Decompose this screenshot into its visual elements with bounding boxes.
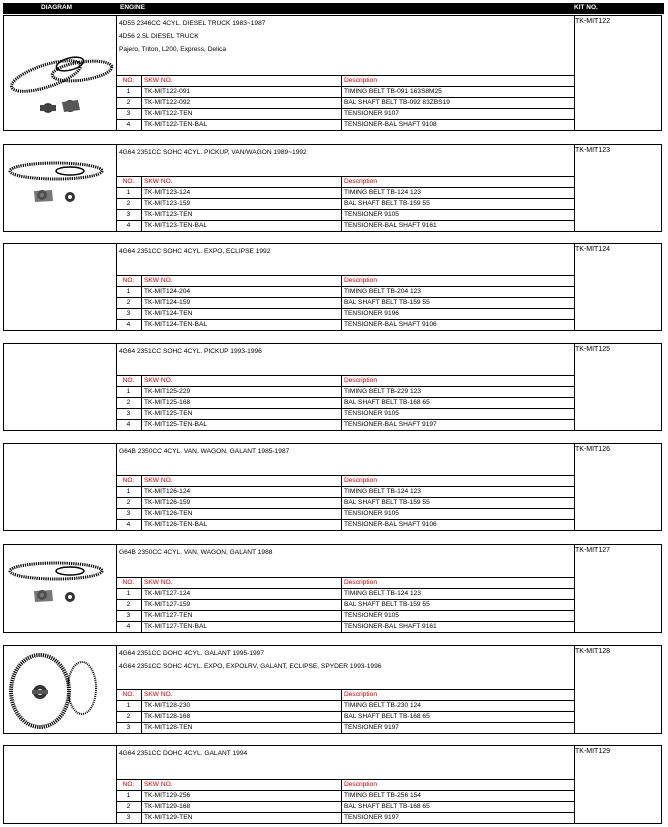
col-skw: SKW NO.: [142, 276, 342, 287]
engine-description: [116, 244, 574, 258]
item-desc: BAL SHAFT BELT TB-159 55: [342, 600, 575, 611]
col-no: NO.: [116, 578, 142, 589]
col-desc: Description: [342, 276, 575, 287]
item-no: 3: [116, 813, 142, 824]
engine-line: 4D55 2346CC 4CYL. DIESEL TRUCK 1983~1987: [119, 20, 266, 27]
table-row: [116, 109, 574, 120]
col-skw: SKW NO.: [142, 578, 342, 589]
col-skw: SKW NO.: [142, 780, 342, 791]
item-skw: TK-MIT124-159: [142, 298, 342, 309]
items-header-row: [116, 376, 574, 387]
table-row: [116, 723, 574, 734]
engine-line: Pajero, Triton, L200, Express, Delica: [119, 46, 227, 53]
item-desc: BAL SHAFT BELT TB-168 65: [342, 802, 575, 813]
engine-line: 4G64 2351CC DOHC 4CYL. GALANT 1994: [119, 750, 248, 757]
header-kit-no: KIT NO.: [574, 4, 598, 11]
item-desc: TIMING BELT TB-124 123: [342, 589, 575, 600]
item-no: 3: [116, 723, 142, 734]
parts-table: [116, 275, 574, 331]
item-no: 4: [116, 120, 142, 131]
col-no: NO.: [116, 780, 142, 791]
col-skw: SKW NO.: [142, 690, 342, 701]
item-no: 1: [116, 701, 142, 712]
kit-block: [3, 645, 662, 734]
table-row: [116, 791, 574, 802]
items-header-row: [116, 476, 574, 487]
diagram-cell: [4, 746, 117, 823]
timing-belt-diagram: [4, 646, 116, 736]
item-no: 2: [116, 98, 142, 109]
item-no: 1: [116, 287, 142, 298]
item-no: 1: [116, 87, 142, 98]
item-desc: TENSIONER-BAL SHAFT 9106: [342, 520, 575, 531]
col-desc: Description: [342, 177, 575, 188]
table-row: [116, 398, 574, 409]
parts-table: [116, 375, 574, 431]
item-no: 2: [116, 712, 142, 723]
table-row: [116, 487, 574, 498]
item-desc: TENSIONER 9197: [342, 723, 575, 734]
item-skw: TK-MIT129-256: [142, 791, 342, 802]
table-row: [116, 622, 574, 633]
table-row: [116, 309, 574, 320]
timing-belt-diagram: [4, 16, 116, 126]
item-no: 1: [116, 188, 142, 199]
diagram-cell: [4, 145, 117, 231]
item-no: 3: [116, 210, 142, 221]
kit-block: [3, 343, 662, 431]
col-skw: SKW NO.: [142, 476, 342, 487]
engine-description: [116, 444, 574, 458]
item-skw: TK-MIT125-TEN-BAL: [142, 420, 342, 431]
item-desc: TENSIONER-BAL SHAFT 9106: [342, 320, 575, 331]
item-no: 2: [116, 600, 142, 611]
diagram-cell: [4, 344, 117, 430]
kit-number: TK-MIT122: [575, 18, 611, 25]
item-skw: TK-MIT122-091: [142, 87, 342, 98]
engine-line: 4D56 2.5L DIESEL TRUCK: [119, 33, 199, 40]
col-desc: Description: [342, 376, 575, 387]
item-desc: TENSIONER 9105: [342, 509, 575, 520]
item-desc: TENSIONER 9105: [342, 409, 575, 420]
item-skw: TK-MIT124-204: [142, 287, 342, 298]
engine-line: 4G64 2351CC DOHC 4CYL. GALANT 1995-1997: [119, 650, 265, 657]
engine-line: 4G64 2351CC SOHC 4CYL. EXPO, ECLIPSE 1992: [119, 248, 271, 255]
item-desc: TENSIONER-BAL SHAFT 9161: [342, 221, 575, 232]
engine-description: [116, 746, 574, 760]
item-no: 3: [116, 109, 142, 120]
item-no: 1: [116, 791, 142, 802]
header-engine: ENGINE: [120, 4, 145, 11]
item-desc: TIMING BELT TB-124 123: [342, 487, 575, 498]
col-desc: Description: [342, 76, 575, 87]
col-skw: SKW NO.: [142, 76, 342, 87]
table-row: [116, 802, 574, 813]
parts-table: [116, 779, 574, 824]
item-desc: TENSIONER 9107: [342, 109, 575, 120]
kit-number: TK-MIT125: [575, 346, 611, 353]
item-desc: TIMING BELT TB-229 123: [342, 387, 575, 398]
col-no: NO.: [116, 476, 142, 487]
engine-cell: [116, 444, 575, 530]
table-row: [116, 320, 574, 331]
item-desc: BAL SHAFT BELT TB-092 83ZBS19: [342, 98, 575, 109]
item-skw: TK-MIT123-159: [142, 199, 342, 210]
item-skw: TK-MIT122-092: [142, 98, 342, 109]
item-skw: TK-MIT123-124: [142, 188, 342, 199]
item-no: 4: [116, 622, 142, 633]
timing-belt-diagram: [4, 145, 116, 215]
item-desc: BAL SHAFT BELT TB-159 55: [342, 498, 575, 509]
engine-description: [116, 145, 574, 159]
table-row: [116, 509, 574, 520]
table-row: [116, 298, 574, 309]
engine-line: 4G64 2351CC SOHC 4CYL. PICKUP 1993-1996: [119, 348, 262, 355]
item-skw: TK-MIT128-168: [142, 712, 342, 723]
item-no: 3: [116, 611, 142, 622]
item-desc: TENSIONER 9105: [342, 611, 575, 622]
diagram-cell: [4, 244, 117, 330]
items-header-row: [116, 780, 574, 791]
item-desc: BAL SHAFT BELT TB-159 55: [342, 199, 575, 210]
col-no: NO.: [116, 76, 142, 87]
item-no: 2: [116, 298, 142, 309]
diagram-cell: [4, 646, 117, 733]
table-row: [116, 199, 574, 210]
item-desc: TENSIONER 9105: [342, 210, 575, 221]
col-desc: Description: [342, 780, 575, 791]
engine-description: [116, 646, 574, 673]
kit-number: TK-MIT123: [575, 147, 611, 154]
item-desc: BAL SHAFT BELT TB-159 55: [342, 298, 575, 309]
col-desc: Description: [342, 690, 575, 701]
col-skw: SKW NO.: [142, 376, 342, 387]
kit-block: [3, 243, 662, 331]
kit-number: TK-MIT127: [575, 547, 611, 554]
item-desc: TIMING BELT TB-124 123: [342, 188, 575, 199]
kit-number: TK-MIT128: [575, 648, 611, 655]
item-skw: TK-MIT127-TEN: [142, 611, 342, 622]
parts-table: [116, 75, 574, 131]
table-row: [116, 188, 574, 199]
engine-line: G64B 2350CC 4CYL. VAN, WAGON, GALANT 1988: [119, 549, 273, 556]
diagram-cell: [4, 545, 117, 632]
item-no: 2: [116, 498, 142, 509]
item-desc: TENSIONER-BAL SHAFT 9108: [342, 120, 575, 131]
item-desc: TIMING BELT TB-091 163S8M25: [342, 87, 575, 98]
item-no: 1: [116, 387, 142, 398]
engine-cell: [116, 646, 575, 733]
item-desc: TENSIONER 9197: [342, 813, 575, 824]
engine-cell: [116, 244, 575, 330]
item-skw: TK-MIT127-TEN-BAL: [142, 622, 342, 633]
item-skw: TK-MIT127-124: [142, 589, 342, 600]
parts-table: [116, 689, 574, 734]
engine-description: [116, 344, 574, 358]
col-desc: Description: [342, 476, 575, 487]
item-no: 3: [116, 409, 142, 420]
table-row: [116, 221, 574, 232]
item-no: 4: [116, 520, 142, 531]
item-desc: TIMING BELT TB-204 123: [342, 287, 575, 298]
item-no: 2: [116, 802, 142, 813]
col-no: NO.: [116, 690, 142, 701]
kit-number: TK-MIT129: [575, 748, 611, 755]
col-no: NO.: [116, 276, 142, 287]
timing-belt-diagram: [4, 545, 116, 615]
table-row: [116, 600, 574, 611]
item-desc: TENSIONER 9196: [342, 309, 575, 320]
table-row: [116, 589, 574, 600]
engine-line: 4G64 2351CC SOHC 4CYL. EXPO, EXPOLRV, GALANT, ECLIPSE, SPYDER 1993-1996: [119, 663, 382, 670]
item-no: 1: [116, 487, 142, 498]
items-header-row: [116, 578, 574, 589]
item-no: 2: [116, 199, 142, 210]
table-row: [116, 98, 574, 109]
table-row: [116, 210, 574, 221]
kit-number: TK-MIT126: [575, 446, 611, 453]
header-diagram: DIAGRAM: [41, 4, 73, 11]
item-desc: BAL SHAFT BELT TB-168 65: [342, 712, 575, 723]
item-no: 4: [116, 420, 142, 431]
table-row: [116, 387, 574, 398]
item-no: 1: [116, 589, 142, 600]
item-no: 3: [116, 309, 142, 320]
item-desc: TIMING BELT TB-230 124: [342, 701, 575, 712]
item-no: 4: [116, 221, 142, 232]
table-row: [116, 498, 574, 509]
item-skw: TK-MIT128-TEN: [142, 723, 342, 734]
item-desc: BAL SHAFT BELT TB-168 65: [342, 398, 575, 409]
table-row: [116, 701, 574, 712]
item-skw: TK-MIT126-TEN: [142, 509, 342, 520]
item-skw: TK-MIT126-124: [142, 487, 342, 498]
engine-line: 4G64 2351CC SOHC 4CYL. PICKUP, VAN/WAGON 1989~1992: [119, 149, 307, 156]
item-skw: TK-MIT122-TEN: [142, 109, 342, 120]
parts-table: [116, 176, 574, 232]
kit-block: [3, 144, 662, 232]
table-row: [116, 120, 574, 131]
parts-table: [116, 577, 574, 633]
engine-description: [116, 16, 574, 56]
kit-block: [3, 15, 662, 131]
col-skw: SKW NO.: [142, 177, 342, 188]
item-desc: TIMING BELT TB-256 154: [342, 791, 575, 802]
items-header-row: [116, 276, 574, 287]
parts-table: [116, 475, 574, 531]
item-skw: TK-MIT123-TEN-BAL: [142, 221, 342, 232]
table-row: [116, 712, 574, 723]
item-no: 2: [116, 398, 142, 409]
item-skw: TK-MIT126-TEN-BAL: [142, 520, 342, 531]
item-skw: TK-MIT127-159: [142, 600, 342, 611]
item-skw: TK-MIT124-TEN: [142, 309, 342, 320]
table-row: [116, 520, 574, 531]
item-skw: TK-MIT124-TEN-BAL: [142, 320, 342, 331]
kit-block: [3, 544, 662, 633]
table-row: [116, 611, 574, 622]
item-skw: TK-MIT125-TEN: [142, 409, 342, 420]
item-skw: TK-MIT125-229: [142, 387, 342, 398]
diagram-cell: [4, 16, 117, 130]
item-skw: TK-MIT125-168: [142, 398, 342, 409]
engine-description: [116, 545, 574, 559]
item-desc: TENSIONER-BAL SHAFT 9161: [342, 622, 575, 633]
table-row: [116, 409, 574, 420]
engine-cell: [116, 545, 575, 632]
item-no: 4: [116, 320, 142, 331]
item-skw: TK-MIT129-TEN: [142, 813, 342, 824]
items-header-row: [116, 177, 574, 188]
item-no: 3: [116, 509, 142, 520]
col-desc: Description: [342, 578, 575, 589]
item-desc: TENSIONER-BAL SHAFT 9197: [342, 420, 575, 431]
kit-block: [3, 443, 662, 531]
engine-cell: [116, 16, 575, 130]
table-header: [3, 3, 664, 14]
engine-cell: [116, 145, 575, 231]
table-row: [116, 87, 574, 98]
col-no: NO.: [116, 177, 142, 188]
item-skw: TK-MIT122-TEN-BAL: [142, 120, 342, 131]
table-row: [116, 287, 574, 298]
item-skw: TK-MIT129-168: [142, 802, 342, 813]
item-skw: TK-MIT123-TEN: [142, 210, 342, 221]
kit-number: TK-MIT124: [575, 246, 611, 253]
engine-cell: [116, 344, 575, 430]
item-skw: TK-MIT126-159: [142, 498, 342, 509]
items-header-row: [116, 76, 574, 87]
table-row: [116, 813, 574, 824]
diagram-cell: [4, 444, 117, 530]
engine-cell: [116, 746, 575, 823]
engine-line: G64B 2350CC 4CYL. VAN, WAGON, GALANT 1985-1987: [119, 448, 290, 455]
items-header-row: [116, 690, 574, 701]
table-row: [116, 420, 574, 431]
col-no: NO.: [116, 376, 142, 387]
kit-block: [3, 745, 662, 824]
item-skw: TK-MIT128-230: [142, 701, 342, 712]
